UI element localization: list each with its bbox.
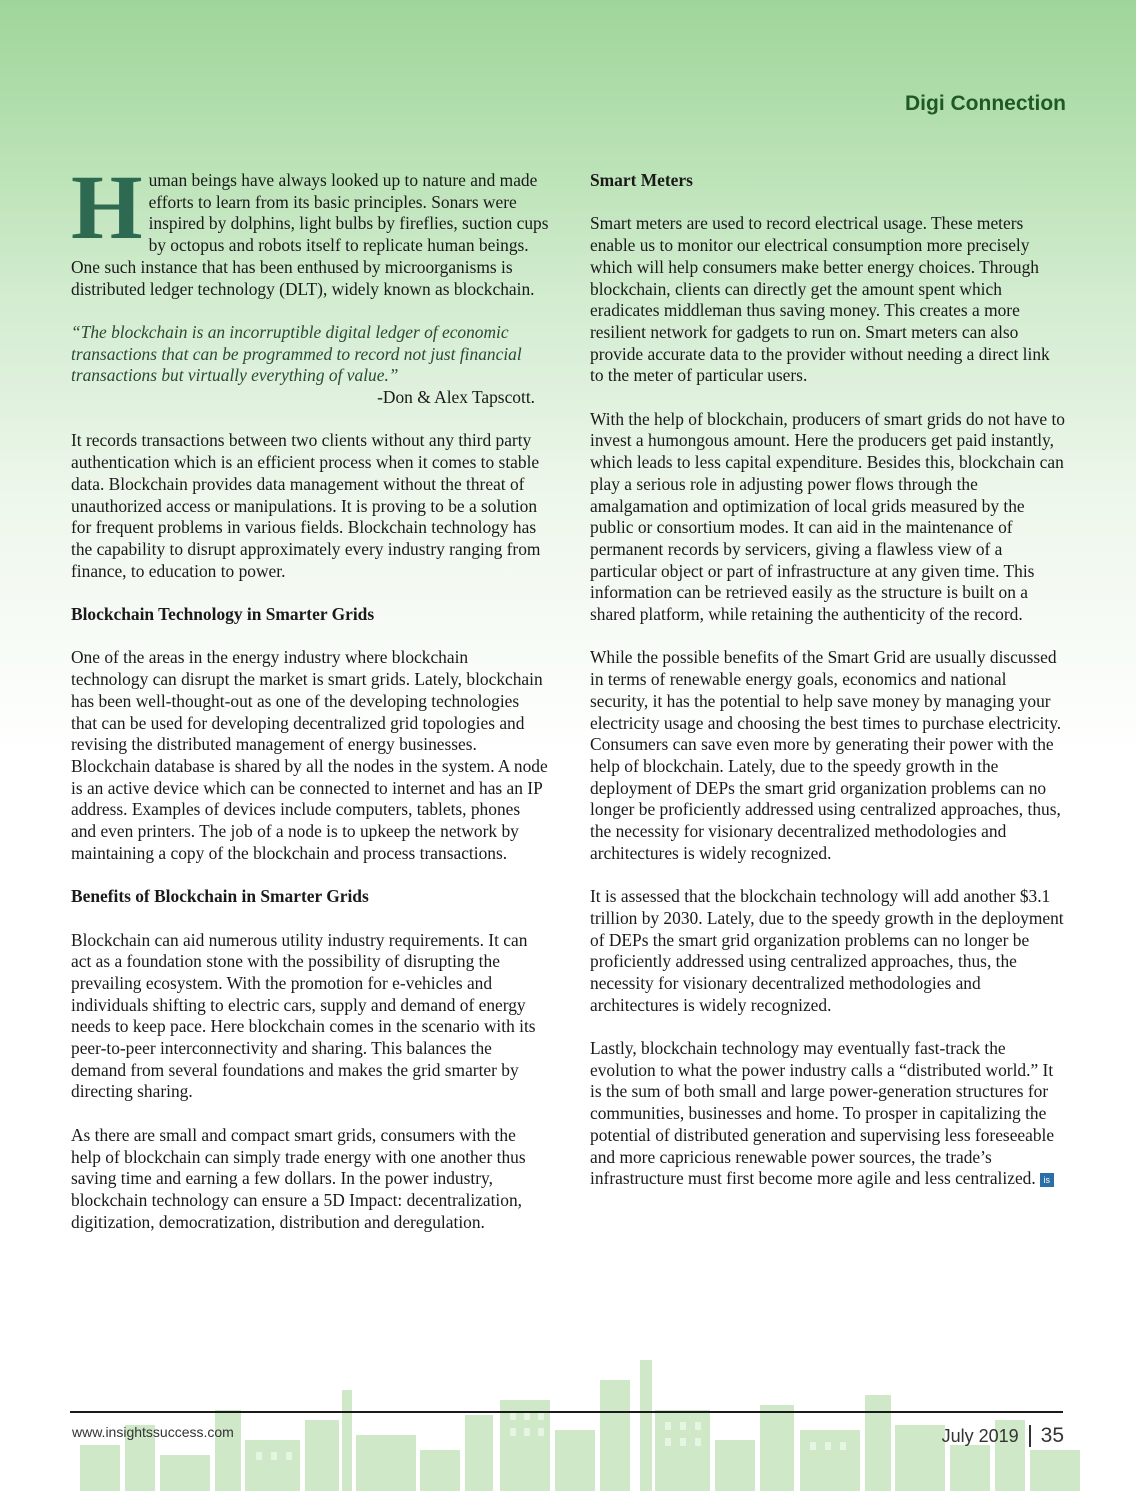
paragraph: With the help of blockchain, producers of smart grids do not have to invest a humongous amount. Here the producers get paid instantly, which leads to less capital expenditure. Besides this, blockchain can play a serious role in adjusting power flows through the amalgamation and optimization of local grids measured by the public or consortium modes. It can aid in the maintenance of permanent records by servicers, giving a flawless view of a particular object or part of infrastructure at any given time. This information can be retrieved easily as the structure is built on a shared platform, while retaining the authenticity of the record. xyxy=(590,408,1066,625)
footer-rule xyxy=(70,1411,1063,1413)
left-column xyxy=(71,156,549,1255)
right-column xyxy=(590,170,1066,1212)
page-number: 35 xyxy=(1040,1424,1064,1447)
paragraph: Blockchain can aid numerous utility industry requirements. It can act as a foundation stone with the possibility of disrupting the prevailing ecosystem. With the promotion for e-vehicles and individuals shifting to electric cars, supply and demand of energy needs to keep pace. Here blockchain comes in the scenario with its peer-to-peer interconnectivity and sharing. This balances the demand from several foundations and makes the grid smarter by directing sharing. xyxy=(71,929,536,1102)
paragraph: While the possible benefits of the Smart Grid are usually discussed in terms of renewable energy goals, economics and national security, it has the potential to help save money by managing your electricity usage and choosing the best times to purchase electricity. Consumers can save even more by generating their power with the help of blockchain. Lately, due to the speedy growth in the deployment of DEPs the smart grid organization problems can no longer be proficiently addressed using centralized approaches, thus, the necessity for visionary decentralized methodologies and architectures is widely recognized. xyxy=(590,647,1062,863)
final-paragraph xyxy=(590,1038,1066,1190)
intro-paragraph xyxy=(71,156,549,300)
subheading-blockchain-smarter-grids: Blockchain Technology in Smarter Grids xyxy=(71,604,375,625)
end-of-article-icon: is xyxy=(1040,1173,1054,1187)
footer-separator xyxy=(1029,1425,1031,1447)
footer-issue-info xyxy=(942,1424,1064,1448)
pull-quote: “The blockchain is an incorruptible digital ledger of economic transactions that can be programmed to record not just financial transactions but virtually everything of value.” xyxy=(71,321,522,386)
intro-text: uman beings have always looked up to nature and made efforts to learn from its basic principles. Sonars were inspired by dolphins, light bulbs by fireflies, suction cups by octopus and robots itself to replicate human beings. One such instance that has been enthused by microorganisms is distributed ledger technology (DLT), widely known as blockchain. xyxy=(71,170,549,299)
section-title: Digi Connection xyxy=(905,92,1066,115)
city-skyline-illustration xyxy=(0,1350,1136,1491)
paragraph: It records transactions between two clients without any third party authentication which is an efficient process when it comes to stable data. Blockchain provides data management without the threat of unauthorized access or manipulations. It is proving to be a solution for frequent problems in various fields. Blockchain technology has the capability to disrupt approximately every industry ranging from finance, to education to power. xyxy=(71,430,541,581)
paragraph: As there are small and compact smart grids, consumers with the help of blockchain can simply trade energy with one another thus saving time and earning a few dollars. In the power industry, blockchain technology can ensure a 5D Impact: decentralization, digitization, democratization, distribution and deregulation. xyxy=(71,1124,526,1232)
quote-attribution: -Don & Alex Tapscott. xyxy=(377,387,535,408)
subheading-benefits: Benefits of Blockchain in Smarter Grids xyxy=(71,886,369,907)
final-text: Lastly, blockchain technology may eventually fast-track the evolution to what the power industry calls a “distributed world.” It is the sum of both small and large power-generation structures for communities, businesses and home. To prosper in capitalizing the potential of distributed generation and supervising less foreseeable and more capricious renewable power sources, the trade’s infrastructure must first become more agile and less centralized. xyxy=(590,1038,1055,1189)
subheading-smart-meters: Smart Meters xyxy=(590,170,693,190)
issue-date: July 2019 xyxy=(941,1425,1019,1446)
drop-cap: H xyxy=(71,156,143,258)
paragraph: Smart meters are used to record electrical usage. These meters enable us to monitor our electrical consumption more precisely which will help consumers make better energy choices. Through blockchain, clients can directly get the amount spent which eradicates middleman thus saving money. This creates a more resilient network for gadgets to run on. Smart meters can also provide accurate data to the provider without needing a direct link to the meter of particular users. xyxy=(590,213,1050,386)
paragraph: It is assessed that the blockchain technology will add another $3.1 trillion by 2030. Lately, due to the speedy growth in the deployment of DEPs the smart grid organization problems can no longer be proficiently addressed using centralized approaches, thus, the necessity for visionary decentralized methodologies and architectures is widely recognized. xyxy=(590,886,1064,1015)
footer-website: www.insightssuccess.com xyxy=(72,1424,234,1440)
paragraph: One of the areas in the energy industry where blockchain technology can disrupt the market is smart grids. Lately, blockchain has been well-thought-out as one of the developing technologies that can be used for developing decentralized grid topologies and revising the distributed management of energy businesses. Blockchain database is shared by all the nodes in the system. A node is an active device which can be connected to internet and has an IP address. Examples of devices include computers, tablets, phones and even printers. The job of a node is to upkeep the network by maintaining a copy of the blockchain and process transactions. xyxy=(71,647,548,863)
